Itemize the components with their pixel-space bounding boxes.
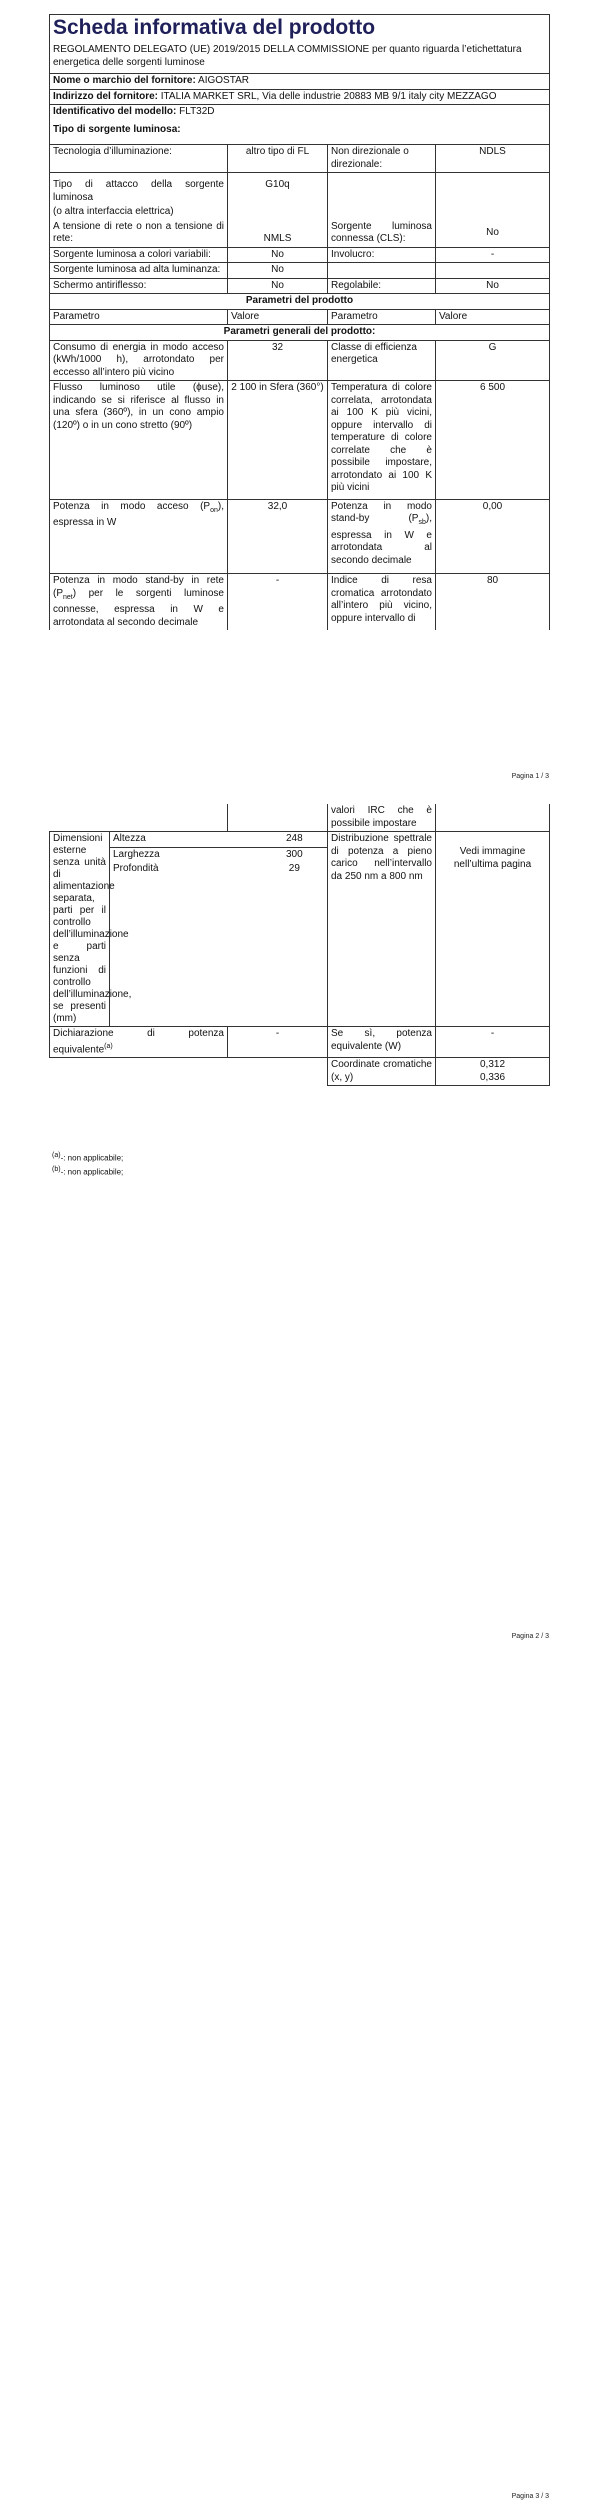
dimension-height-value: 248: [262, 832, 327, 847]
model-value: FLT32D: [179, 106, 215, 117]
cap-type-value: G10q: [228, 173, 328, 206]
dimension-row: [110, 862, 327, 877]
page-1: [0, 0, 591, 790]
color-rendering-label-part-1: Indice di resa cromatica arrotondato all’intero più vicino, oppure intervallo di: [328, 574, 436, 631]
tunable-value: No: [228, 247, 328, 263]
dimension-width-value: 300: [286, 848, 303, 860]
chromaticity-y: 0,336: [479, 1071, 506, 1083]
page-number-3: Pagina 3 / 3: [511, 2493, 549, 2500]
energy-class-label: Classe di efficienza energetica: [328, 340, 436, 381]
equivalent-power-declaration-label: Dichiarazione di potenza equivalente$^{(a)}$: [50, 1027, 228, 1058]
cap-type-label: Tipo di attacco della sorgente luminosa: [50, 173, 228, 206]
supplier-name-label: Nome o marchio del fornitore:: [53, 75, 196, 86]
dimmable-label: Regolabile:: [328, 278, 436, 294]
equivalent-power-value: -: [436, 1027, 550, 1058]
energy-class-value: G: [436, 340, 550, 381]
footnote-a: (a)-: non applicabile;: [52, 1152, 124, 1163]
energy-consumption-value: 32: [228, 340, 328, 381]
non-directional-value: NDLS: [436, 145, 550, 173]
column-header-valore: Valore: [228, 309, 328, 325]
standby-power-value: 0,00: [436, 499, 550, 574]
envelope-value: -: [436, 247, 550, 263]
equivalent-power-declaration-value: -: [228, 1027, 328, 1058]
mains-value: NMLS: [228, 220, 328, 248]
dimension-width-label: Larghezza: [113, 848, 160, 860]
page-2: [0, 790, 591, 1650]
dimension-row: [110, 847, 327, 862]
model-label: Identificativo del modello:: [53, 106, 177, 117]
dimensions-cell: [110, 832, 328, 1027]
spectral-distribution-label: Distribuzione spettrale di potenza a pieno carico nell’intervallo da 250 nm a 800 nm: [328, 832, 436, 1027]
page-number-1: Pagina 1 / 3: [511, 773, 549, 780]
connected-value: No: [436, 220, 550, 248]
footnote-b: (b)-: non applicabile;: [52, 1166, 124, 1177]
cap-type-note: (o altra interfaccia elettrica): [50, 205, 228, 220]
non-directional-label: Non direzionale o direzionale:: [328, 145, 436, 173]
source-type-label: Tipo di sorgente luminosa:: [53, 123, 181, 135]
supplier-name-value: AIGOSTAR: [198, 75, 249, 86]
chromaticity-value: [436, 1058, 550, 1086]
column-header-valore-2: Valore: [436, 309, 550, 325]
color-rendering-label-part-2: valori IRC che è possibile impostare: [328, 804, 436, 832]
on-mode-power-value: 32,0: [228, 499, 328, 574]
general-params-header: Parametri generali del prodotto:: [50, 325, 550, 341]
product-params-header: Parametri del prodotto: [50, 294, 550, 310]
dimension-row: [110, 832, 327, 847]
dimension-depth-value: 29: [288, 863, 300, 874]
high-luminance-label: Sorgente luminosa ad alta luminanza:: [50, 263, 228, 279]
luminous-flux-label: Flusso luminoso utile (ϕuse), indicando se si riferisce al flusso in una sfera (360º), in un cono ampio (120º) o in un cono stretto (90º): [50, 381, 228, 500]
network-standby-power-label: Potenza in modo stand-by in rete $(P_{net})$ per le sorgenti luminose connesse, espressa in W e arrotondata al secondo decimale: [50, 574, 228, 631]
on-mode-power-label: Potenza in modo acceso $(P_{on})$, espressa in W: [50, 499, 228, 574]
page-number-2: Pagina 2 / 3: [511, 1633, 549, 1640]
chromaticity-x: 0,312: [479, 1059, 506, 1071]
dimmable-value: No: [436, 278, 550, 294]
dimension-depth-label: Profondità: [113, 863, 159, 874]
mains-label: A tensione di rete o non a tensione di rete:: [50, 220, 228, 248]
technology-value: altro tipo di FL: [228, 145, 328, 173]
product-sheet-table-page-1: [49, 14, 550, 630]
regulation-text: REGOLAMENTO DELEGATO (UE) 2019/2015 DELLA COMMISSIONE per quanto riguarda l’etichettatura energetica delle sorgenti luminose: [53, 44, 522, 68]
energy-consumption-label: Consumo di energia in modo acceso (kWh/1000 h), arrotondato per eccesso all’intero più vicino: [50, 340, 228, 381]
supplier-address-value: ITALIA MARKET SRL, Via delle industrie 20883 MB 9/1 italy city MEZZAGO: [160, 90, 497, 102]
anti-glare-label: Schermo antiriflesso:: [50, 278, 228, 294]
anti-glare-value: No: [228, 278, 328, 294]
luminous-flux-value: 2 100 in Sfera (360°): [228, 381, 328, 500]
document-title: Scheda informativa del prodotto: [53, 16, 376, 39]
chromaticity-label: Coordinate cromatiche (x, y): [328, 1058, 436, 1086]
equivalent-power-label: Se sì, potenza equivalente (W): [328, 1027, 436, 1058]
dimensions-table: [110, 832, 327, 877]
technology-label: Tecnologia d’illuminazione:: [50, 145, 228, 173]
dimension-height-label: Altezza: [110, 832, 262, 847]
color-rendering-value: 80: [436, 574, 550, 631]
column-header-parametro: Parametro: [50, 309, 228, 325]
page-3: [0, 1650, 591, 2510]
supplier-address-label: Indirizzo del fornitore:: [53, 90, 158, 102]
column-header-parametro-2: Parametro: [328, 309, 436, 325]
color-temperature-label: Temperatura di colore correlata, arrotondata ai 100 K più vicini, oppure intervallo di temperature di colore correlate che è possibile impostare, arrotondato ai 100 K più vicini: [328, 381, 436, 500]
connected-label: Sorgente luminosa connessa (CLS):: [328, 220, 436, 248]
product-sheet-table-page-2: [49, 804, 550, 1086]
dimensions-label: Dimensioni esterne senza unità di alimentazione separata, parti per il controllo dell’illuminazione e parti senza funzioni di controllo dell’illuminazione, se presenti (mm): [50, 832, 110, 1027]
color-temperature-value: 6 500: [436, 381, 550, 500]
standby-power-label: Potenza in modo stand-by $(P_{sb})$, espressa in W e arrotondata al secondo decimale: [328, 499, 436, 574]
network-standby-power-value: -: [228, 574, 328, 631]
envelope-label: Involucro:: [328, 247, 436, 263]
tunable-label: Sorgente luminosa a colori variabili:: [50, 247, 228, 263]
spectral-distribution-value: Vedi immagine nell’ultima pagina: [436, 832, 550, 1027]
high-luminance-value: No: [228, 263, 328, 279]
